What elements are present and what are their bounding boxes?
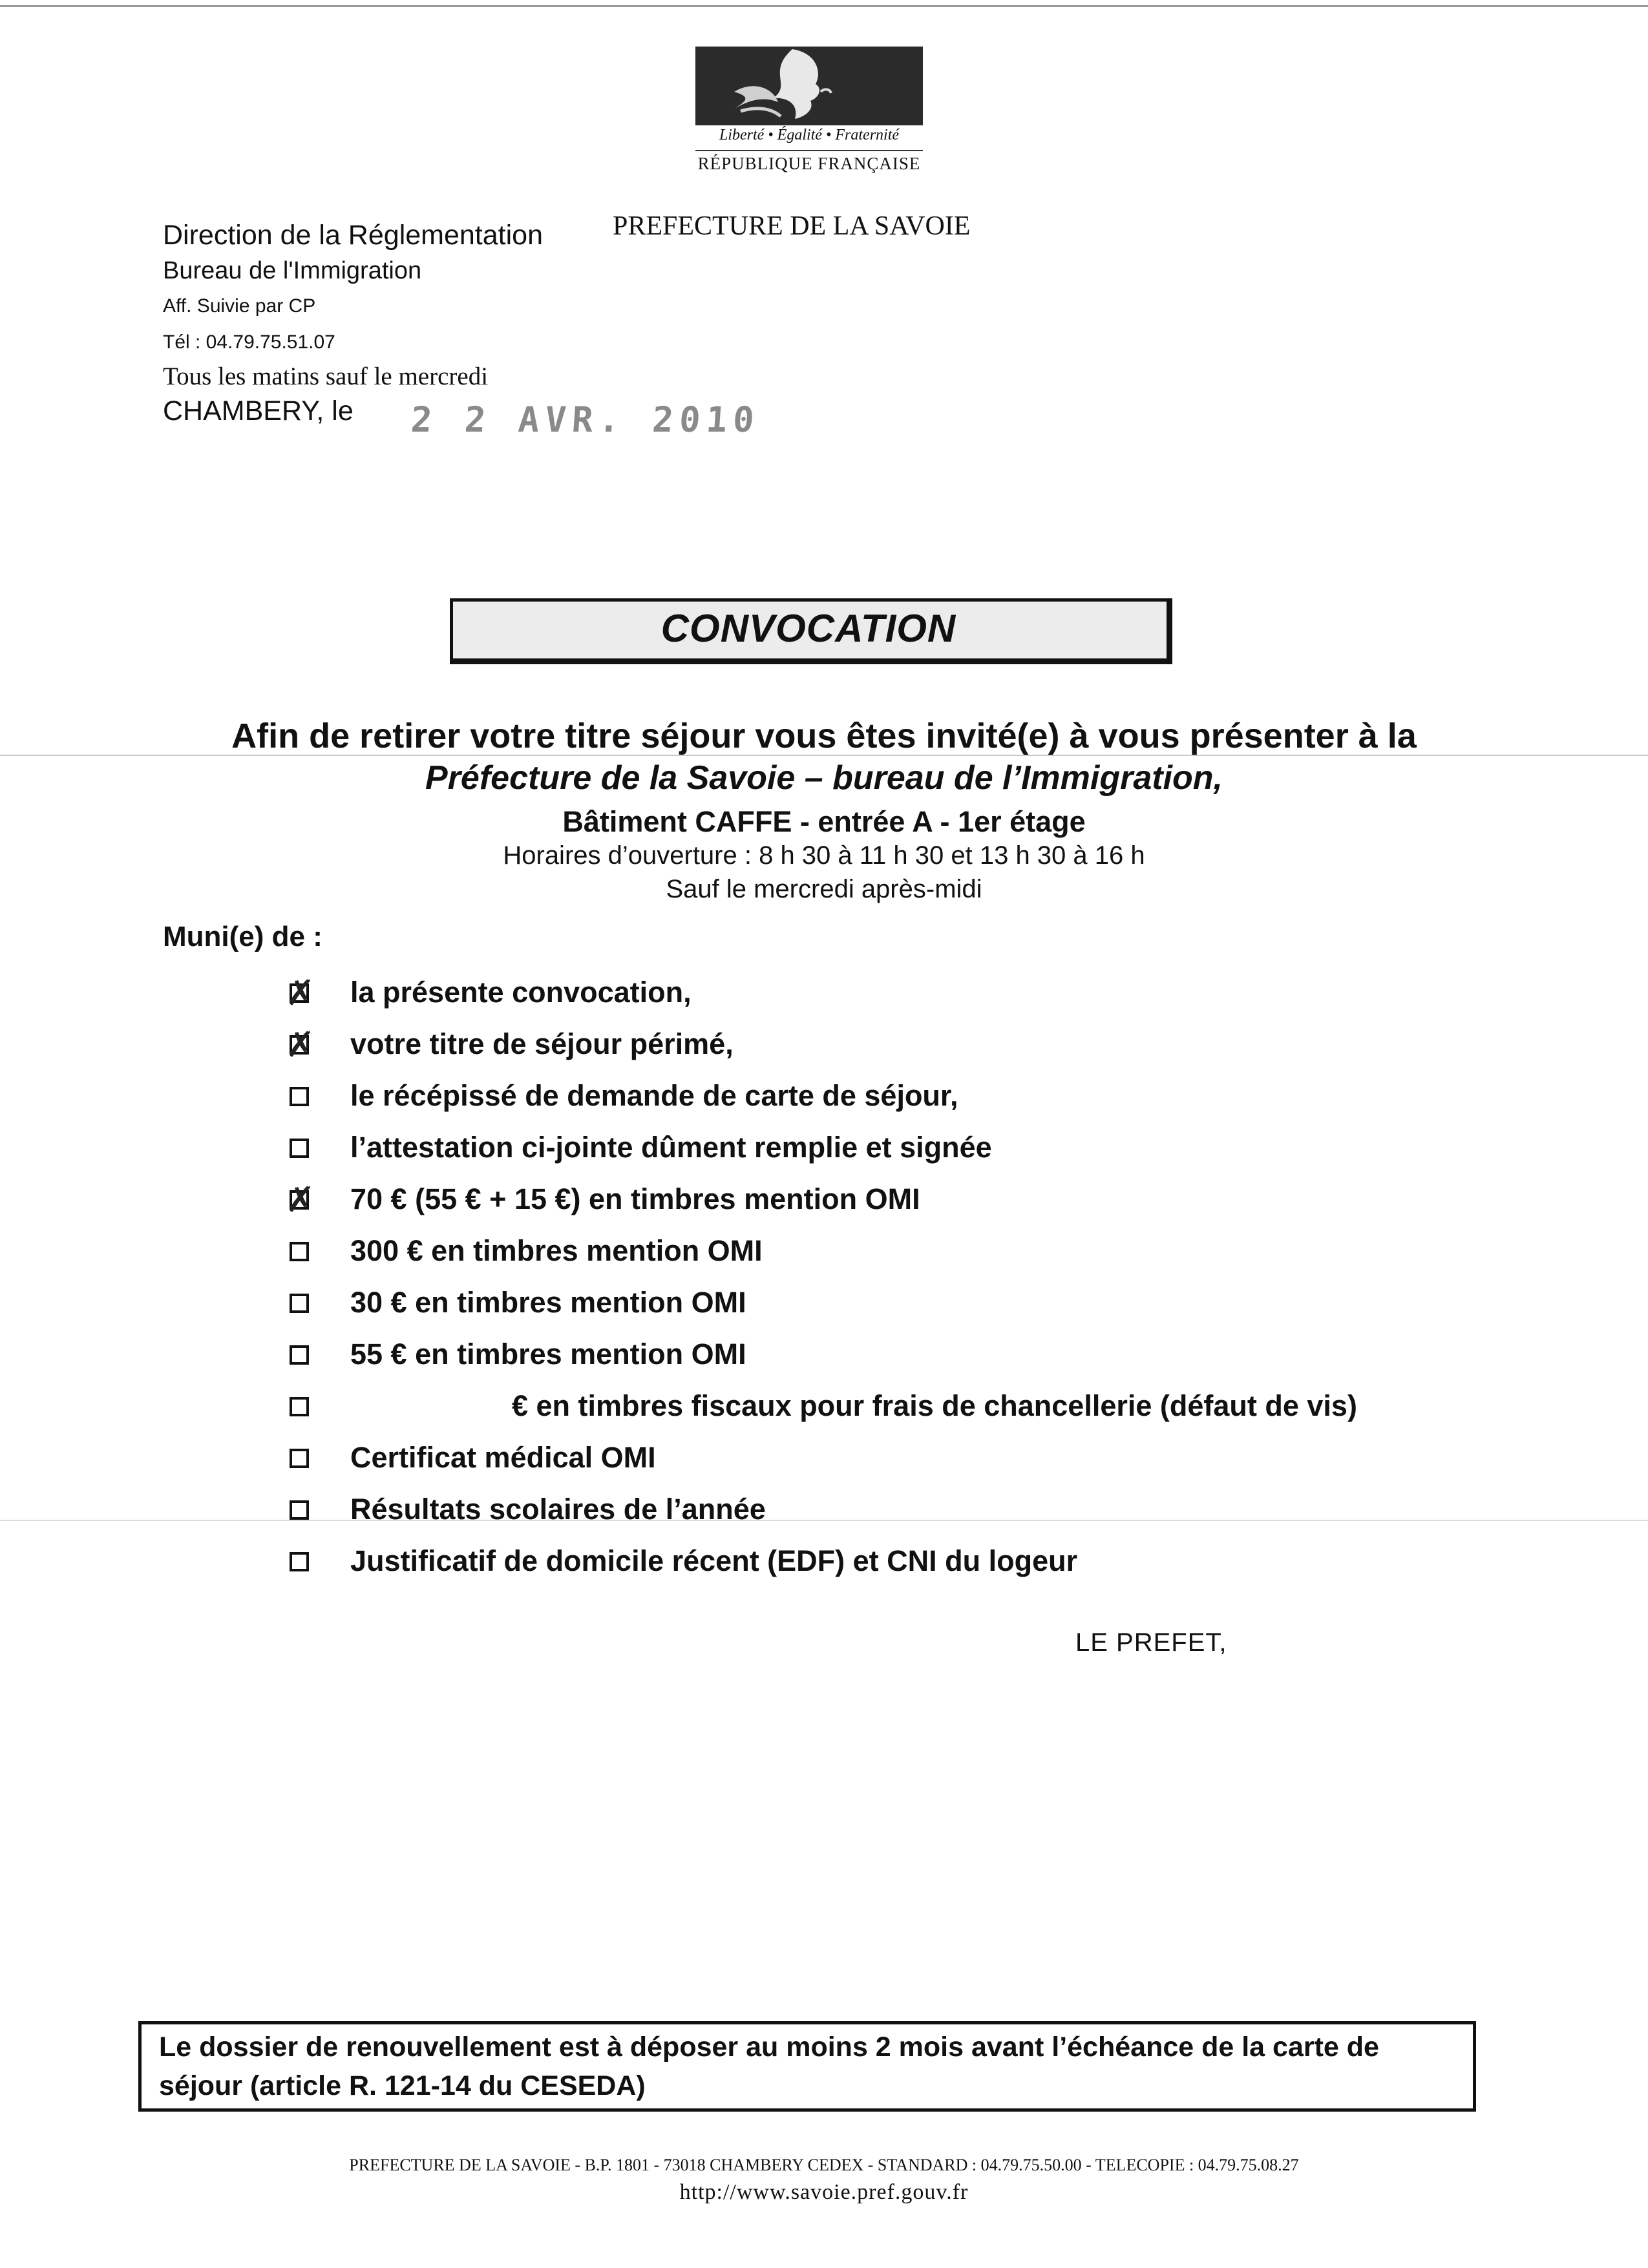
check-mark-icon: ✗	[286, 972, 315, 1013]
checklist-item-label: votre titre de séjour périmé,	[350, 1027, 734, 1060]
intro-line-2: Préfecture de la Savoie – bureau de l’Immigration,	[425, 759, 1223, 797]
checklist-item-label: 300 € en timbres mention OMI	[350, 1234, 763, 1267]
notice-text: Le dossier de renouvellement est à déposer au moins 2 mois avant l’échéance de la carte de séjour (article R. 121-14 du CESEDA)	[159, 2032, 1379, 2101]
check-mark-icon: ✗	[286, 1024, 315, 1065]
header-affaire: Aff. Suivie par CP	[163, 295, 316, 317]
checkbox[interactable]	[290, 1397, 309, 1416]
intro-line-5: Sauf le mercredi après-midi	[666, 875, 982, 903]
checkbox[interactable]	[290, 1139, 309, 1158]
check-mark-icon: ✗	[286, 1179, 315, 1220]
footer-url[interactable]: http://www.savoie.pref.gouv.fr	[679, 2180, 969, 2204]
top-edge-line	[0, 5, 1648, 7]
intro-line-1: Afin de retirer votre titre séjour vous êtes invité(e) à vous présenter à la	[231, 717, 1417, 755]
logo-republique: RÉPUBLIQUE FRANÇAISE	[697, 154, 921, 173]
logo-divider	[695, 150, 923, 151]
checklist-item-label: Justificatif de domicile récent (EDF) et CNI du logeur	[350, 1544, 1078, 1577]
checklist-item-label: l’attestation ci-jointe dûment remplie et signée	[350, 1131, 992, 1164]
checkbox[interactable]	[290, 1449, 309, 1468]
logo-devise: Liberté • Égalité • Fraternité	[719, 127, 900, 143]
checkbox[interactable]	[290, 1345, 309, 1365]
page-title: CONVOCATION	[660, 607, 956, 650]
checkbox[interactable]	[290, 1294, 309, 1313]
checkbox[interactable]	[290, 1552, 309, 1571]
header-bureau: Bureau de l'Immigration	[163, 257, 422, 284]
date-stamp: 2 2 AVR. 2010	[409, 399, 761, 440]
checklist-item-label: Certificat médical OMI	[350, 1441, 656, 1474]
intro-line-4: Horaires d’ouverture : 8 h 30 à 11 h 30 et 13 h 30 à 16 h	[503, 841, 1145, 870]
header-direction: Direction de la Réglementation	[163, 220, 543, 251]
header-city: CHAMBERY, le	[163, 395, 354, 426]
checklist-item-label: 55 € en timbres mention OMI	[350, 1338, 746, 1370]
header-horaires: Tous les matins sauf le mercredi	[163, 362, 489, 390]
checklist-item-label: le récépissé de demande de carte de séjour,	[350, 1079, 958, 1112]
header-tel: Tél : 04.79.75.51.07	[163, 331, 335, 353]
checklist-item-label: 30 € en timbres mention OMI	[350, 1286, 746, 1319]
checkbox[interactable]	[290, 1087, 309, 1106]
marianne-logo-icon	[695, 47, 923, 125]
header-prefecture: PREFECTURE DE LA SAVOIE	[613, 211, 971, 241]
checkbox[interactable]	[286, 972, 315, 1013]
signature: LE PREFET,	[1075, 1628, 1227, 1657]
checkbox[interactable]	[290, 1500, 309, 1520]
checkbox[interactable]	[286, 1024, 315, 1065]
checkbox[interactable]	[290, 1242, 309, 1261]
checklist-item-label: la présente convocation,	[350, 976, 692, 1009]
footer-address: PREFECTURE DE LA SAVOIE - B.P. 1801 - 73018 CHAMBERY CEDEX - STANDARD : 04.79.75.50.00 - TELECOPIE : 04.79.75.08.27	[349, 2156, 1299, 2174]
checklist-item-label: € en timbres fiscaux pour frais de chancellerie (défaut de vis)	[512, 1389, 1357, 1422]
checkbox[interactable]	[286, 1179, 315, 1220]
fold-line	[0, 1520, 1648, 1521]
checklist-item-label: Résultats scolaires de l’année	[350, 1493, 766, 1526]
intro-line-3: Bâtiment CAFFE - entrée A - 1er étage	[562, 805, 1086, 838]
muni-label: Muni(e) de :	[163, 921, 322, 952]
checklist-item-label: 70 € (55 € + 15 €) en timbres mention OMI	[350, 1182, 920, 1215]
